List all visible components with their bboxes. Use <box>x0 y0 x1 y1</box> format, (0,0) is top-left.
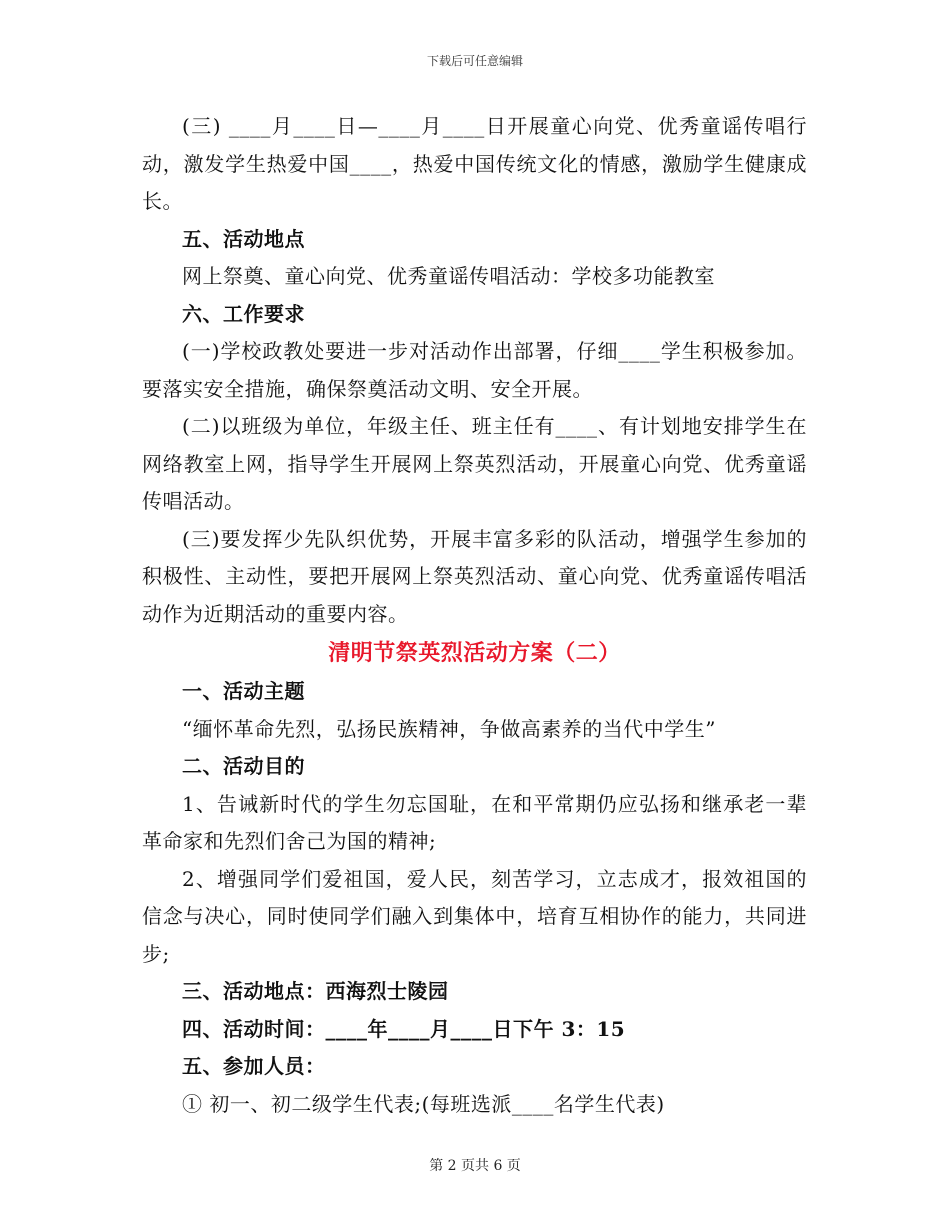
paragraph-theme: “缅怀革命先烈，弘扬民族精神，争做高素养的当代中学生” <box>182 716 716 741</box>
paragraph-requirement-1: (一)学校政教处要进一步对活动作出部署，仔细____学生积极参加。要落实安全措施，确保祭奠活动文明、安全开展。 <box>142 339 807 401</box>
header-note: 下载后可任意编辑 <box>426 54 523 68</box>
heading-activity-purpose: 二、活动目的 <box>182 754 305 778</box>
heading-activity-location: 五、活动地点 <box>182 226 305 251</box>
heading-work-requirements: 六、工作要求 <box>182 301 305 326</box>
heading-activity-place: 三、活动地点：西海烈士陵园 <box>182 979 449 1003</box>
paragraph-purpose-2: 2、增强同学们爱祖国，爱人民，刻苦学习，立志成才，报效祖国的信念与决心，同时使同学们融入到集体中，培育互相协作的能力，共同进步; <box>142 866 807 966</box>
heading-activity-theme: 一、活动主题 <box>182 679 305 703</box>
heading-activity-time: 四、活动时间：____年____月____日下午 3：15 <box>182 1016 626 1041</box>
paragraph-requirement-3: (三)要发挥少先队织优势，开展丰富多彩的队活动，增强学生参加的积极性、主动性，要把开展网上祭英烈活动、童心向党、优秀童谣传唱活动作为近期活动的重要内容。 <box>142 526 807 626</box>
heading-participants: 五、参加人员： <box>182 1054 326 1078</box>
paragraph-participants-1: ① 初一、初二级学生代表;(每班选派____名学生代表) <box>182 1091 665 1116</box>
paragraph-activity-date: (三) ____月____日—____月____日开展童心向党、优秀童谣传唱行动，激发学生热爱中国____，热爱中国传统文化的情感，激励学生健康成长。 <box>142 114 807 213</box>
paragraph-requirement-2: (二)以班级为单位，年级主任、班主任有____、有计划地安排学生在网络教室上网，指导学生开展网上祭英烈活动，开展童心向党、优秀童谣传唱活动。 <box>142 414 807 513</box>
paragraph-purpose-1: 1、告诫新时代的学生勿忘国耻，在和平常期仍应弘扬和继承老一辈革命家和先烈们舍己为国的精神; <box>142 791 807 853</box>
section-title: 清明节祭英烈活动方案（二） <box>328 640 621 666</box>
paragraph-location: 网上祭奠、童心向党、优秀童谣传唱活动：学校多功能教室 <box>182 264 715 288</box>
page-footer: 第 2 页共 6 页 <box>429 1158 521 1174</box>
document-body <box>142 108 807 1123</box>
